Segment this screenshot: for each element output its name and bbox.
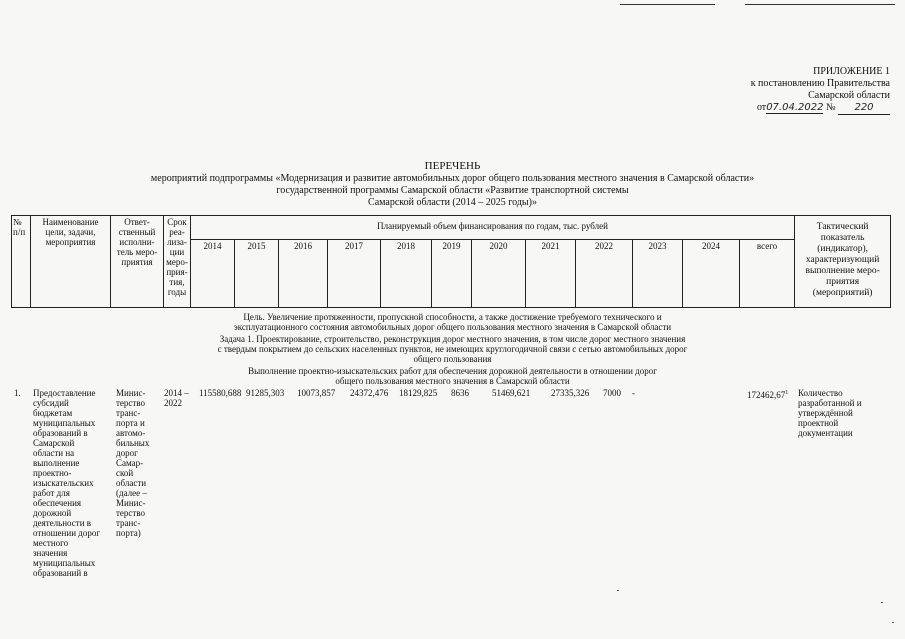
header-executor: Ответ-ственный исполни-тель меро-приятия [111,216,164,308]
decree-date: 07.04.2022 [766,102,824,113]
header-year: 2021 [526,240,576,308]
goal-line2: эксплуатационного состояния автомобильных дорог общего пользования местного значения в Самарской области [233,322,672,332]
value-2014: 115580,688 [199,388,242,398]
value-2022: 7000 [603,388,621,398]
measure-term: 2014 – 2022 [164,388,189,408]
scan-line [620,4,715,5]
document-heading: ПЕРЕЧЕНЬ [424,160,481,172]
header-year: 2023 [633,240,683,308]
task-line2: с твердым покрытием до сельских населенных пунктов, не имеющих круглогодичной связи с сетью автомобильных дорог [217,344,688,354]
header-year: 2015 [235,240,279,308]
footnote-mark: 1 [785,390,789,396]
header-indicator: Тактический показатель (индикатор), характеризующий выполнение меро-приятия (мероприятий) [795,216,891,308]
value-total: 172462,67$^1$ [747,390,789,400]
measure-name: Предоставление субсидий бюджетам муниципальных образований в Самарской области на выполнение проектно- изыскательских работ для обеспечения дорожной деятельности в отношении дорог местного значения муниципальных образований в [33,388,101,578]
header-year: 2024 [683,240,740,308]
header-year: 2016 [279,240,328,308]
value-2016: 10073,857 [297,388,336,398]
value-2017: 24372,476 [350,388,389,398]
header-year: 2017 [328,240,381,308]
header-year: 2019 [432,240,472,308]
row-number: 1. [14,388,21,398]
value-2015: 91285,303 [246,388,285,398]
scan-line [745,4,895,5]
appendix-title: ПРИЛОЖЕНИЕ 1 [813,66,890,77]
measures-table-header [11,215,891,308]
scan-speck [892,622,894,623]
header-year: 2018 [381,240,432,308]
section-line1: Выполнение проектно-изыскательских работ для обеспечения дорожной деятельности в отношении дорог [248,366,657,376]
appendix-date-line: от07.04.2022 № 220 [690,102,890,115]
appendix-block [690,66,890,115]
header-year: 2014 [191,240,235,308]
value-2021: 27335,326 [551,388,590,398]
task-line3: общего пользования [413,354,492,364]
header-number: № п/п [12,216,31,308]
document-title-line2: государственной программы Самарской области «Развитие транспортной системы [276,185,629,196]
header-term: Срок реа-лиза-ции меро-прия-тия, годы [164,216,191,308]
appendix-line-region: Самарской области [808,90,890,101]
measure-indicator: Количество разработанной и утверждённой проектной документации [798,388,862,438]
appendix-line-decree: к постановлению Правительства [750,78,890,89]
document-title-line1: мероприятий подпрограммы «Модернизация и развитие автомобильных дорог общего пользования местного значения в Самарской области» [150,173,755,184]
value-2023: - [632,388,635,398]
measure-executor: Минис- терство транс- порта и автомо- бильных дорог Самар- ской области (далее – Минис- терство транс- порта) [116,388,150,538]
value-2020: 51469,621 [492,388,531,398]
goal-line1: Цель. Увеличение протяженности, пропускной способности, а также достижение требуемого технического и [243,312,662,322]
decree-number: 220 [838,102,890,115]
header-year-total: всего [740,240,795,308]
document-title-line3: Самарской области (2014 – 2025 годы)» [368,197,537,208]
header-name: Наименование цели, задачи, мероприятия [31,216,111,308]
scan-speck [881,602,883,603]
value-2019: 8636 [451,388,469,398]
value-2018: 18129,825 [399,388,438,398]
task-line1: Задача 1. Проектирование, строительство, реконструкция дорог местного значения, в том числе дорог местного значения [219,334,686,344]
header-planned-financing: Планируемый объем финансирования по годам, тыс. рублей [191,216,795,240]
header-year: 2020 [472,240,526,308]
section-line2: общего пользования местного значения в Самарской области [335,376,570,386]
header-year: 2022 [576,240,633,308]
scan-speck [617,590,619,591]
